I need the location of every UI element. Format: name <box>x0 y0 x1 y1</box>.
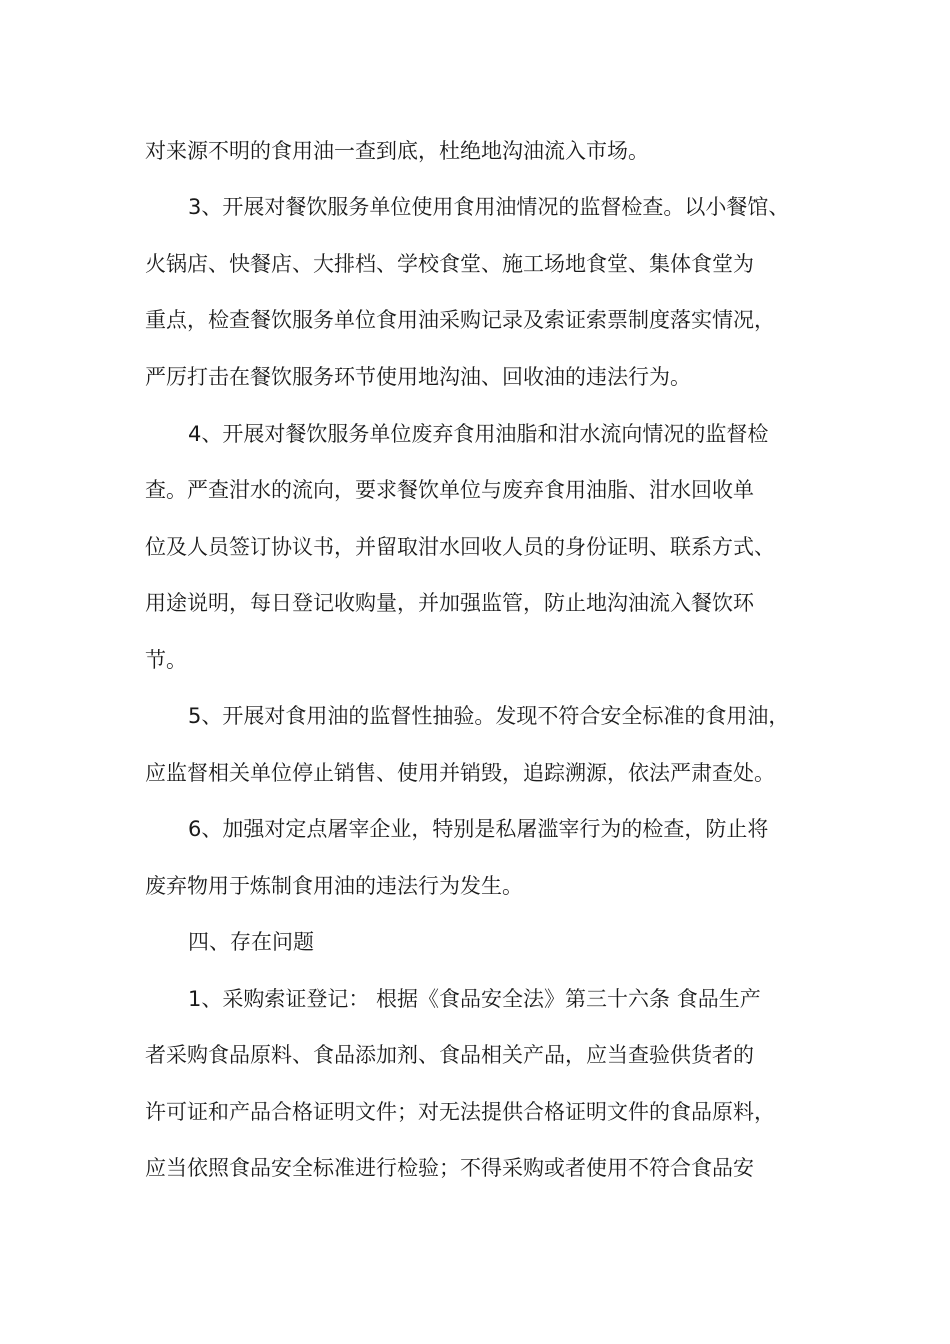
paragraph-4-start: 4、开展对餐饮服务单位废弃食用油脂和泔水流向情况的监督检 <box>188 422 769 446</box>
problem-1-start: 1、采购索证登记： 根据《食品安全法》第三十六条 食品生产 <box>188 987 761 1011</box>
text-line: 废弃物用于炼制食用油的违法行为发生。 <box>145 874 523 898</box>
text-line: 火锅店、快餐店、大排档、学校食堂、施工场地食堂、集体食堂为 <box>145 252 754 276</box>
paragraph-5-start: 5、开展对食用油的监督性抽验。发现不符合安全标准的食用油， <box>188 704 790 728</box>
text-line: 位及人员签订协议书，并留取泔水回收人员的身份证明、联系方式、 <box>145 535 775 559</box>
text-line: 节。 <box>145 648 187 672</box>
text-line: 重点，检查餐饮服务单位食用油采购记录及索证索票制度落实情况， <box>145 308 775 332</box>
text-line: 对来源不明的食用油一查到底，杜绝地沟油流入市场。 <box>145 139 649 163</box>
text-line: 许可证和产品合格证明文件；对无法提供合格证明文件的食品原料， <box>145 1100 775 1124</box>
text-line: 应当依照食品安全标准进行检验；不得采购或者使用不符合食品安 <box>145 1156 754 1180</box>
text-line: 用途说明，每日登记收购量，并加强监管，防止地沟油流入餐饮环 <box>145 591 754 615</box>
paragraph-3-start: 3、开展对餐饮服务单位使用食用油情况的监督检查。以小餐馆、 <box>188 195 790 219</box>
text-line: 者采购食品原料、食品添加剂、食品相关产品，应当查验供货者的 <box>145 1043 754 1067</box>
text-line: 应监督相关单位停止销售、使用并销毁，追踪溯源，依法严肃查处。 <box>145 761 775 785</box>
text-line: 严厉打击在餐饮服务环节使用地沟油、回收油的违法行为。 <box>145 365 691 389</box>
paragraph-6-start: 6、加强对定点屠宰企业，特别是私屠滥宰行为的检查，防止将 <box>188 817 769 841</box>
section-heading: 四、存在问题 <box>188 930 314 954</box>
text-line: 查。严查泔水的流向，要求餐饮单位与废弃食用油脂、泔水回收单 <box>145 478 754 502</box>
